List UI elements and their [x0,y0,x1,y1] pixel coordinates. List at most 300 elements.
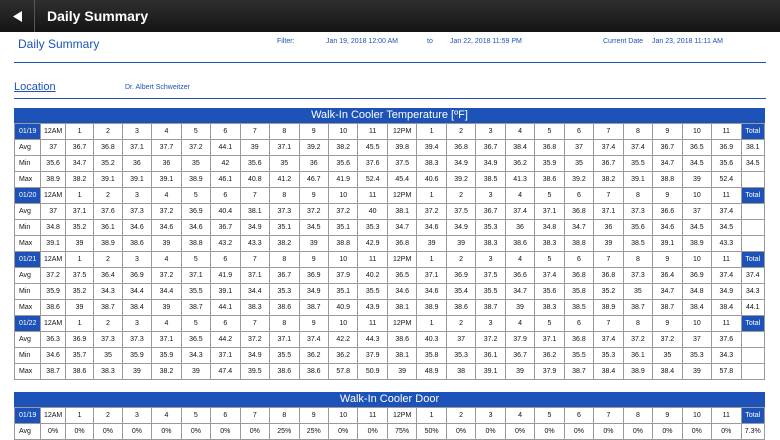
value-cell: 34.9 [446,156,475,172]
hour-cell: 3 [476,408,505,424]
value-cell: 39.2 [446,172,475,188]
value-cell: 38.9 [417,300,446,316]
hour-cell: 7 [594,408,623,424]
value-cell: 36.7 [476,204,505,220]
value-cell: 39 [505,364,534,380]
value-cell: 34.9 [712,284,741,300]
value-cell: 44.2 [211,332,240,348]
value-cell: 36.8 [94,140,122,156]
total-cell: 44.1 [741,300,764,316]
value-cell: 42 [211,156,240,172]
value-cell: 37.1 [535,204,564,220]
hour-cell: 10 [328,408,357,424]
hour-cell: 11 [358,316,387,332]
hour-cell: 9 [299,252,328,268]
value-cell: 37.5 [476,268,505,284]
value-cell: 45.4 [387,172,416,188]
value-cell: 0% [328,424,357,440]
value-cell: 38.3 [535,300,564,316]
value-cell: 38.6 [505,236,534,252]
value-cell: 52.4 [712,172,741,188]
to-label: to [427,38,433,45]
hour-cell: 6 [211,124,240,140]
value-cell: 35.2 [65,284,93,300]
hour-cell: 4 [152,316,181,332]
value-cell: 37.3 [122,204,151,220]
value-cell: 37.1 [594,204,623,220]
total-header: Total [741,408,764,424]
value-cell: 36.8 [564,332,593,348]
value-cell: 38.2 [65,172,93,188]
value-cell: 37.1 [270,332,299,348]
value-cell: 36.8 [535,140,564,156]
table-row [15,220,765,236]
value-cell: 39.2 [299,140,328,156]
hour-cell: 12AM [41,124,65,140]
value-cell: 0% [653,424,682,440]
value-cell: 52.4 [358,172,387,188]
value-cell: 38.1 [387,300,416,316]
value-cell: 37.2 [328,204,357,220]
value-cell: 43.2 [211,236,240,252]
row-label: Max [15,300,41,316]
value-cell: 35 [270,156,299,172]
value-cell: 0% [152,424,181,440]
hour-header-row [15,188,765,204]
back-button[interactable] [0,0,34,32]
value-cell: 35.3 [446,348,475,364]
value-cell: 38.2 [270,236,299,252]
value-cell: 38.7 [653,300,682,316]
value-cell: 0% [446,424,475,440]
value-cell: 37.1 [535,332,564,348]
value-cell: 35.3 [594,348,623,364]
value-cell: 36 [505,220,534,236]
value-cell: 37.2 [240,332,269,348]
hour-cell: 6 [564,408,593,424]
row-label: Avg [15,332,41,348]
value-cell: 36.8 [564,204,593,220]
table-row [15,332,765,348]
hour-cell: 6 [211,188,240,204]
value-cell: 38.8 [328,236,357,252]
value-cell: 0% [41,424,65,440]
value-cell: 35.9 [152,348,181,364]
value-cell: 39.1 [41,236,65,252]
value-cell: 37.4 [594,332,623,348]
value-cell: 38.3 [476,236,505,252]
hour-cell: 7 [594,124,623,140]
hour-cell: 4 [505,188,534,204]
value-cell: 37.3 [623,204,652,220]
value-cell: 43.3 [240,236,269,252]
hour-cell: 9 [299,316,328,332]
hour-cell: 8 [623,252,652,268]
value-cell: 39.2 [564,172,593,188]
back-arrow-icon [11,10,24,23]
value-cell: 37.2 [299,204,328,220]
value-cell: 34.9 [240,220,269,236]
value-cell: 38.8 [181,236,210,252]
value-cell: 37 [41,140,65,156]
value-cell: 37.1 [270,140,299,156]
hour-cell: 5 [181,188,210,204]
hour-cell: 7 [240,252,269,268]
hour-cell: 8 [623,408,652,424]
report-header [0,32,780,62]
app-title: Daily Summary [47,8,149,24]
value-cell: 34.5 [299,220,328,236]
value-cell: 0% [594,424,623,440]
header-rule [14,62,766,63]
total-cell [741,204,764,220]
value-cell: 38.3 [417,156,446,172]
table-row [15,172,765,188]
value-cell: 39.1 [476,364,505,380]
value-cell: 36.1 [623,348,652,364]
value-cell: 44.3 [358,332,387,348]
hour-cell: 9 [653,124,682,140]
value-cell: 39 [505,300,534,316]
value-cell: 25% [270,424,299,440]
value-cell: 37.4 [594,140,623,156]
hour-cell: 9 [653,408,682,424]
hour-cell: 1 [417,188,446,204]
value-cell: 35.8 [564,284,593,300]
value-cell: 34.6 [417,220,446,236]
value-cell: 39 [594,236,623,252]
hour-cell: 5 [181,408,210,424]
value-cell: 35.9 [41,284,65,300]
value-cell: 36.9 [299,268,328,284]
value-cell: 38.7 [94,300,122,316]
total-cell: 34.3 [741,284,764,300]
value-cell: 41.9 [211,268,240,284]
value-cell: 38.7 [623,300,652,316]
value-cell: 39.1 [211,284,240,300]
hour-cell: 11 [712,252,741,268]
table-row [15,300,765,316]
value-cell: 38.6 [387,332,416,348]
table-row [15,364,765,380]
location-label: Location [14,81,56,93]
hour-cell: 6 [211,252,240,268]
value-cell: 34.6 [417,284,446,300]
hour-cell: 4 [505,252,534,268]
hour-cell: 9 [299,408,328,424]
value-cell: 37.4 [505,204,534,220]
value-cell: 38.9 [41,172,65,188]
value-cell: 38.4 [712,300,741,316]
value-cell: 36.4 [94,268,122,284]
value-cell: 40.2 [358,268,387,284]
value-cell: 37.4 [712,204,741,220]
value-cell: 38.2 [152,364,181,380]
hour-cell: 10 [682,408,711,424]
value-cell: 41.3 [505,172,534,188]
value-cell: 35.2 [94,156,122,172]
value-cell: 43.3 [712,236,741,252]
value-cell: 0% [682,424,711,440]
value-cell: 39.1 [122,172,151,188]
value-cell: 34.7 [653,156,682,172]
table-row [15,236,765,252]
value-cell: 38.5 [564,300,593,316]
total-header: Total [741,316,764,332]
hour-cell: 10 [682,316,711,332]
value-cell: 34.9 [476,156,505,172]
hour-cell: 11 [358,252,387,268]
hour-cell: 1 [417,408,446,424]
hour-cell: 7 [240,316,269,332]
value-cell: 35.6 [240,156,269,172]
hour-cell: 7 [240,188,269,204]
hour-cell: 6 [564,188,593,204]
value-cell: 39 [387,364,416,380]
top-bar [0,0,780,32]
filter-label: Filter: [277,38,295,45]
filter-to: Jan 22, 2018 11:59 PM [450,38,522,45]
value-cell: 50% [417,424,446,440]
hour-cell: 5 [535,408,564,424]
value-cell: 34.3 [181,348,210,364]
value-cell: 37.2 [476,332,505,348]
value-cell: 41.9 [328,172,357,188]
hour-cell: 5 [181,316,210,332]
value-cell: 37.2 [152,268,181,284]
total-cell [741,348,764,364]
hour-cell: 9 [299,124,328,140]
value-cell: 37 [682,204,711,220]
value-cell: 38.4 [682,300,711,316]
row-label: Min [15,156,41,172]
value-cell: 38.6 [270,300,299,316]
value-cell: 35 [623,284,652,300]
value-cell: 34.6 [41,348,65,364]
value-cell: 34.8 [41,220,65,236]
hour-cell: 11 [358,188,387,204]
value-cell: 38.6 [535,172,564,188]
value-cell: 35.6 [328,156,357,172]
value-cell: 35.8 [417,348,446,364]
row-label: Avg [15,204,41,220]
value-cell: 38.5 [623,236,652,252]
value-cell: 38.9 [682,236,711,252]
value-cell: 35 [653,348,682,364]
value-cell: 36.2 [505,156,534,172]
value-cell: 36.9 [65,332,93,348]
row-label: Min [15,348,41,364]
value-cell: 37.9 [535,364,564,380]
value-cell: 0% [505,424,534,440]
table-row [15,156,765,172]
value-cell: 35.5 [623,156,652,172]
section-title: Walk-In Cooler Door [14,392,765,407]
value-cell: 35.3 [476,220,505,236]
value-cell: 38.1 [240,204,269,220]
value-cell: 38.2 [594,172,623,188]
value-cell: 38.3 [94,364,122,380]
value-cell: 39.1 [623,172,652,188]
value-cell: 36.4 [653,268,682,284]
value-cell: 35.6 [41,156,65,172]
total-cell: 37.4 [741,268,764,284]
total-cell: 7.3% [741,424,764,440]
value-cell: 39.1 [152,172,181,188]
hour-cell: 3 [122,188,151,204]
value-cell: 38.9 [94,236,122,252]
current-date-label: Current Date [603,38,644,45]
value-cell: 36.8 [594,268,623,284]
table-row [15,268,765,284]
hour-cell: 1 [417,316,446,332]
value-cell: 0% [535,424,564,440]
value-cell: 39.1 [653,236,682,252]
summary-table [14,123,765,380]
value-cell: 37.3 [122,332,151,348]
hour-cell: 4 [505,316,534,332]
value-cell: 41.2 [270,172,299,188]
row-label: Max [15,172,41,188]
hour-cell: 5 [535,124,564,140]
value-cell: 37.9 [358,348,387,364]
value-cell: 35.7 [65,348,93,364]
value-cell: 38.5 [476,172,505,188]
value-cell: 35 [564,156,593,172]
value-cell: 34.7 [65,156,93,172]
value-cell: 38.9 [594,300,623,316]
hour-cell: 2 [446,316,475,332]
value-cell: 40.3 [417,332,446,348]
value-cell: 37.6 [94,204,122,220]
value-cell: 35.1 [328,220,357,236]
value-cell: 34.6 [152,220,181,236]
hour-cell: 4 [505,124,534,140]
value-cell: 50.9 [358,364,387,380]
value-cell: 39 [65,300,93,316]
value-cell: 34.4 [122,284,151,300]
value-cell: 0% [623,424,652,440]
hour-cell: 9 [299,188,328,204]
value-cell: 37.1 [181,268,210,284]
hour-cell: 3 [122,124,151,140]
value-cell: 0% [94,424,122,440]
value-cell: 37.5 [387,156,416,172]
hour-cell: 2 [94,124,122,140]
value-cell: 34.9 [299,284,328,300]
value-cell: 37.3 [623,268,652,284]
value-cell: 34.7 [653,284,682,300]
value-cell: 39 [417,236,446,252]
value-cell: 35 [181,156,210,172]
value-cell: 37.3 [94,332,122,348]
value-cell: 36.9 [712,140,741,156]
table-row [15,284,765,300]
value-cell: 39.8 [387,140,416,156]
value-cell: 36.2 [299,348,328,364]
date-cell: 01/22 [15,316,41,332]
hour-cell: 10 [328,188,357,204]
value-cell: 37.2 [623,332,652,348]
total-header: Total [741,252,764,268]
hour-cell: 8 [623,124,652,140]
total-cell: 38.1 [741,140,764,156]
value-cell: 35.5 [181,284,210,300]
value-cell: 35.4 [446,284,475,300]
value-cell: 35.5 [564,348,593,364]
value-cell: 36.9 [446,268,475,284]
row-label: Avg [15,424,41,440]
value-cell: 34.9 [446,220,475,236]
value-cell: 36.7 [65,140,93,156]
value-cell: 40.6 [417,172,446,188]
row-label: Max [15,364,41,380]
hour-cell: 8 [623,188,652,204]
hour-cell: 1 [65,408,93,424]
value-cell: 37.4 [535,268,564,284]
date-cell: 01/20 [15,188,41,204]
value-cell: 57.8 [712,364,741,380]
value-cell: 46.1 [211,172,240,188]
value-cell: 35.2 [594,284,623,300]
hour-cell: 4 [152,252,181,268]
value-cell: 34.4 [240,284,269,300]
hour-cell: 5 [181,252,210,268]
hour-cell: 5 [181,124,210,140]
total-header: Total [741,188,764,204]
value-cell: 43.9 [358,300,387,316]
value-cell: 36.7 [653,140,682,156]
value-cell: 37.9 [328,268,357,284]
date-cell: 01/19 [15,408,41,424]
value-cell: 0% [358,424,387,440]
hour-cell: 8 [623,316,652,332]
value-cell: 35.2 [65,220,93,236]
hour-cell: 2 [446,188,475,204]
value-cell: 46.7 [299,172,328,188]
hour-cell: 3 [476,316,505,332]
hour-cell: 12PM [387,408,416,424]
value-cell: 37.1 [152,332,181,348]
value-cell: 38.7 [299,300,328,316]
total-cell: 34.5 [741,156,764,172]
hour-cell: 3 [122,316,151,332]
value-cell: 36.7 [594,156,623,172]
value-cell: 47.4 [211,364,240,380]
value-cell: 38.8 [564,236,593,252]
value-cell: 35.1 [270,220,299,236]
hour-cell: 9 [653,188,682,204]
value-cell: 36.8 [446,140,475,156]
value-cell: 37.6 [712,332,741,348]
report-name: Daily Summary [18,37,100,51]
value-cell: 36.7 [505,348,534,364]
date-cell: 01/19 [15,124,41,140]
total-header: Total [741,124,764,140]
value-cell: 38.6 [299,364,328,380]
value-cell: 34.5 [712,220,741,236]
hour-cell: 1 [65,252,93,268]
hour-cell: 12AM [41,408,65,424]
value-cell: 36.7 [476,140,505,156]
value-cell: 37.2 [417,204,446,220]
value-cell: 38.6 [122,236,151,252]
value-cell: 39 [299,236,328,252]
divider [34,0,35,32]
value-cell: 34.6 [653,220,682,236]
value-cell: 39 [446,236,475,252]
hour-cell: 12AM [41,188,65,204]
